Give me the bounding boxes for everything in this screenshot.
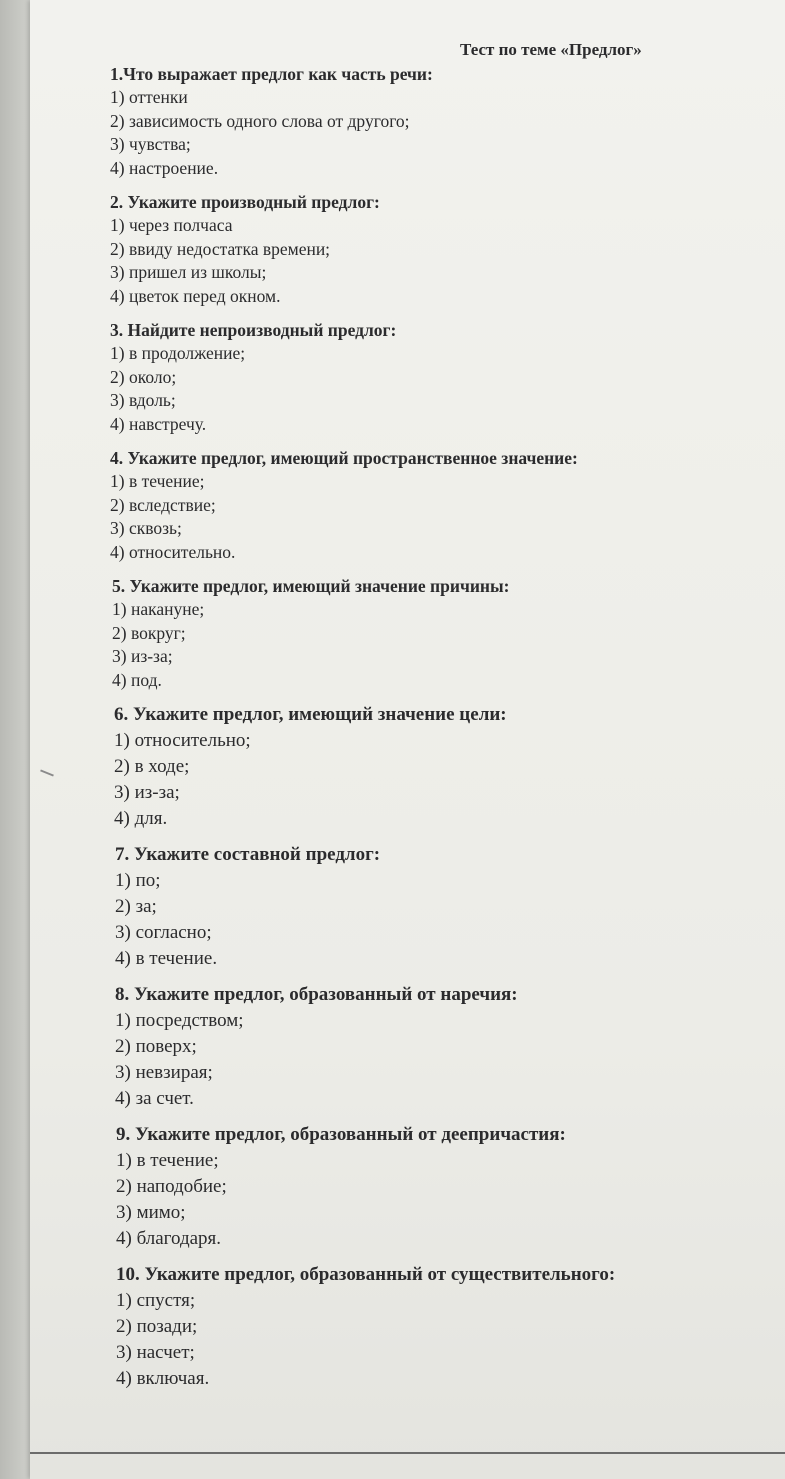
question-5 (112, 574, 785, 692)
answer-option: 3) чувства; (110, 134, 191, 154)
answer-option: 3) сквозь; (110, 518, 182, 538)
answer-option: 3) невзирая; (115, 1062, 213, 1083)
answer-option: 1) в течение; (110, 471, 205, 491)
answer-option: 3) насчет; (116, 1342, 195, 1363)
question-text: 2. Укажите производный предлог: (110, 192, 380, 212)
answer-option: 3) согласно; (115, 922, 212, 943)
answer-option: 4) благодаря. (116, 1228, 222, 1249)
answer-option: 4) включая. (116, 1368, 210, 1389)
question-3 (110, 318, 785, 436)
question-10 (116, 1262, 785, 1392)
answer-option: 1) оттенки (110, 87, 188, 107)
bottom-divider (30, 1452, 785, 1454)
answer-option: 1) через полчаса (110, 215, 233, 235)
pencil-mark (40, 769, 54, 776)
question-7 (115, 842, 785, 972)
paper-sheet (30, 0, 785, 1479)
answer-option: 4) под. (112, 669, 162, 690)
answer-option: 2) зависимость одного слова от другого; (110, 110, 410, 131)
answer-option: 2) наподобие; (116, 1176, 227, 1197)
answer-option: 1) посредством; (115, 1010, 244, 1031)
answer-option: 1) спустя; (116, 1290, 196, 1311)
question-8 (115, 982, 785, 1112)
answer-option: 1) в течение; (116, 1150, 219, 1171)
question-text: 3. Найдите непроизводный предлог: (110, 320, 397, 340)
answer-option: 2) вследствие; (110, 494, 216, 515)
answer-option: 3) вдоль; (110, 390, 176, 410)
answer-option: 4) навстречу. (110, 413, 207, 434)
answer-option: 2) позади; (116, 1316, 198, 1337)
answer-option: 1) в продолжение; (110, 343, 246, 363)
question-text: 8. Укажите предлог, образованный от наречия: (115, 984, 518, 1005)
answer-option: 2) ввиду недостатка времени; (110, 238, 331, 259)
question-text: 1.Что выражает предлог как часть речи: (110, 64, 433, 84)
answer-option: 2) поверх; (115, 1036, 197, 1057)
answer-option: 2) около; (110, 366, 177, 387)
question-text: 4. Укажите предлог, имеющий пространственное значение: (110, 448, 578, 468)
question-4 (110, 446, 785, 564)
answer-option: 1) накануне; (112, 599, 205, 619)
question-text: 9. Укажите предлог, образованный от деепричастия: (116, 1124, 566, 1145)
question-1 (110, 62, 785, 180)
answer-option: 4) относительно. (110, 541, 236, 562)
answer-option: 2) вокруг; (112, 622, 186, 643)
question-text: 6. Укажите предлог, имеющий значение цели: (114, 704, 507, 725)
answer-option: 2) в ходе; (114, 756, 190, 777)
question-9 (116, 1122, 785, 1252)
page-shadow (0, 0, 30, 1479)
question-text: 5. Укажите предлог, имеющий значение причины: (112, 576, 510, 596)
answer-option: 4) за счет. (115, 1088, 194, 1109)
question-text: 10. Укажите предлог, образованный от существительного: (116, 1264, 616, 1285)
answer-option: 3) мимо; (116, 1202, 186, 1223)
question-text: 7. Укажите составной предлог: (115, 844, 381, 865)
answer-option: 1) по; (115, 870, 161, 891)
test-title: Тест по теме «Предлог» (460, 40, 642, 59)
answer-option: 3) пришел из школы; (110, 262, 267, 282)
answer-option: 1) относительно; (114, 730, 251, 751)
answer-option: 4) цветок перед окном. (110, 285, 281, 306)
answer-option: 3) из-за; (112, 646, 173, 666)
answer-option: 3) из-за; (114, 782, 180, 803)
question-2 (110, 190, 785, 308)
question-6 (114, 702, 785, 832)
answer-option: 2) за; (115, 896, 157, 917)
answer-option: 4) в течение. (115, 948, 218, 969)
questions-list (110, 62, 785, 1392)
answer-option: 4) для. (114, 808, 168, 829)
answer-option: 4) настроение. (110, 157, 219, 178)
